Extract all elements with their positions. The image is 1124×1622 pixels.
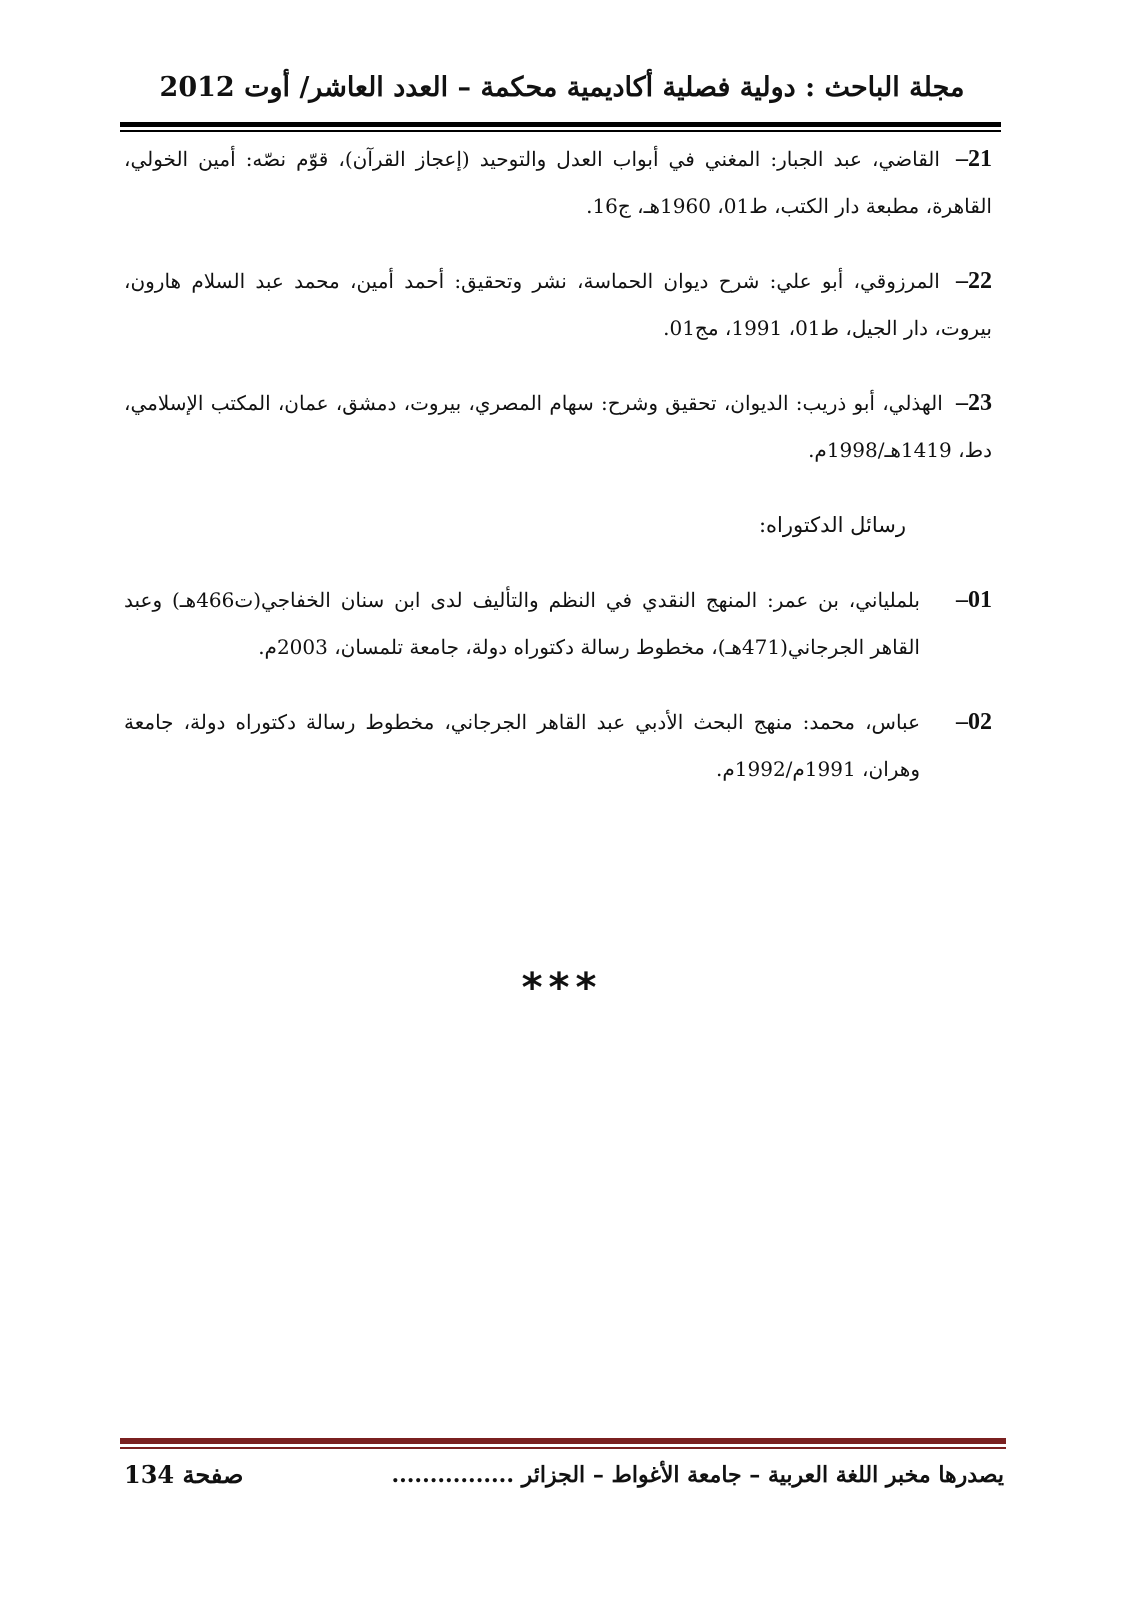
reference-number: 21– [956, 146, 992, 172]
reference-text: الهذلي، أبو ذريب: الديوان، تحقيق وشرح: سهام المصري، بيروت، دمشق، عمان، المكتب الإسلامي، دط، 1419هـ/1998م. [124, 391, 992, 462]
theses-section-heading: رسائل الدكتوراه: [758, 513, 906, 537]
reference-entry-22 [124, 258, 992, 352]
section-separator-asterisks: *** [521, 965, 603, 1011]
reference-entry-23 [124, 380, 992, 474]
thesis-number: 02– [956, 709, 992, 735]
journal-header-title: مجلة الباحث : دولية فصلية أكاديمية محكمة – العدد العاشر/ أوت 2012 [159, 72, 965, 103]
footer-rule-thick [120, 1438, 1006, 1444]
thesis-number: 01– [956, 587, 992, 613]
page-number: صفحة 134 [124, 1460, 244, 1489]
reference-text: القاضي، عبد الجبار: المغني في أبواب العدل والتوحيد (إعجاز القرآن)، قوّم نصّه: أمين الخولي، القاهرة، مطبعة دار الكتب، ط01، 1960هـ، ج16. [124, 147, 992, 218]
reference-number: 22– [956, 268, 992, 294]
thesis-entry-01 [124, 577, 992, 671]
footer-rule-thin [120, 1447, 1006, 1449]
thesis-entry-02 [124, 699, 992, 793]
thesis-text: بلملياني، بن عمر: المنهج النقدي في النظم والتأليف لدى ابن سنان الخفاجي(ت466هـ) وعبد القاهر الجرجاني(471هـ)، مخطوط رسالة دكتوراه دولة، جامعة تلمسان، 2003م. [124, 588, 920, 659]
footer-publisher: يصدرها مخبر اللغة العربية – جامعة الأغواط – الجزائر ................ [391, 1462, 1004, 1488]
references-content [124, 136, 992, 821]
reference-text: المرزوقي، أبو علي: شرح ديوان الحماسة، نشر وتحقيق: أحمد أمين، محمد عبد السلام هارون، بيروت، دار الجيل، ط01، 1991، مج01. [124, 269, 992, 340]
header-rule-thick [120, 122, 1001, 127]
thesis-text: عباس، محمد: منهج البحث الأدبي عبد القاهر الجرجاني، مخطوط رسالة دكتوراه دولة، جامعة وهران، 1991م/1992م. [124, 710, 920, 781]
reference-entry-21 [124, 136, 992, 230]
header-rule-thin [120, 130, 1001, 132]
reference-number: 23– [956, 390, 992, 416]
